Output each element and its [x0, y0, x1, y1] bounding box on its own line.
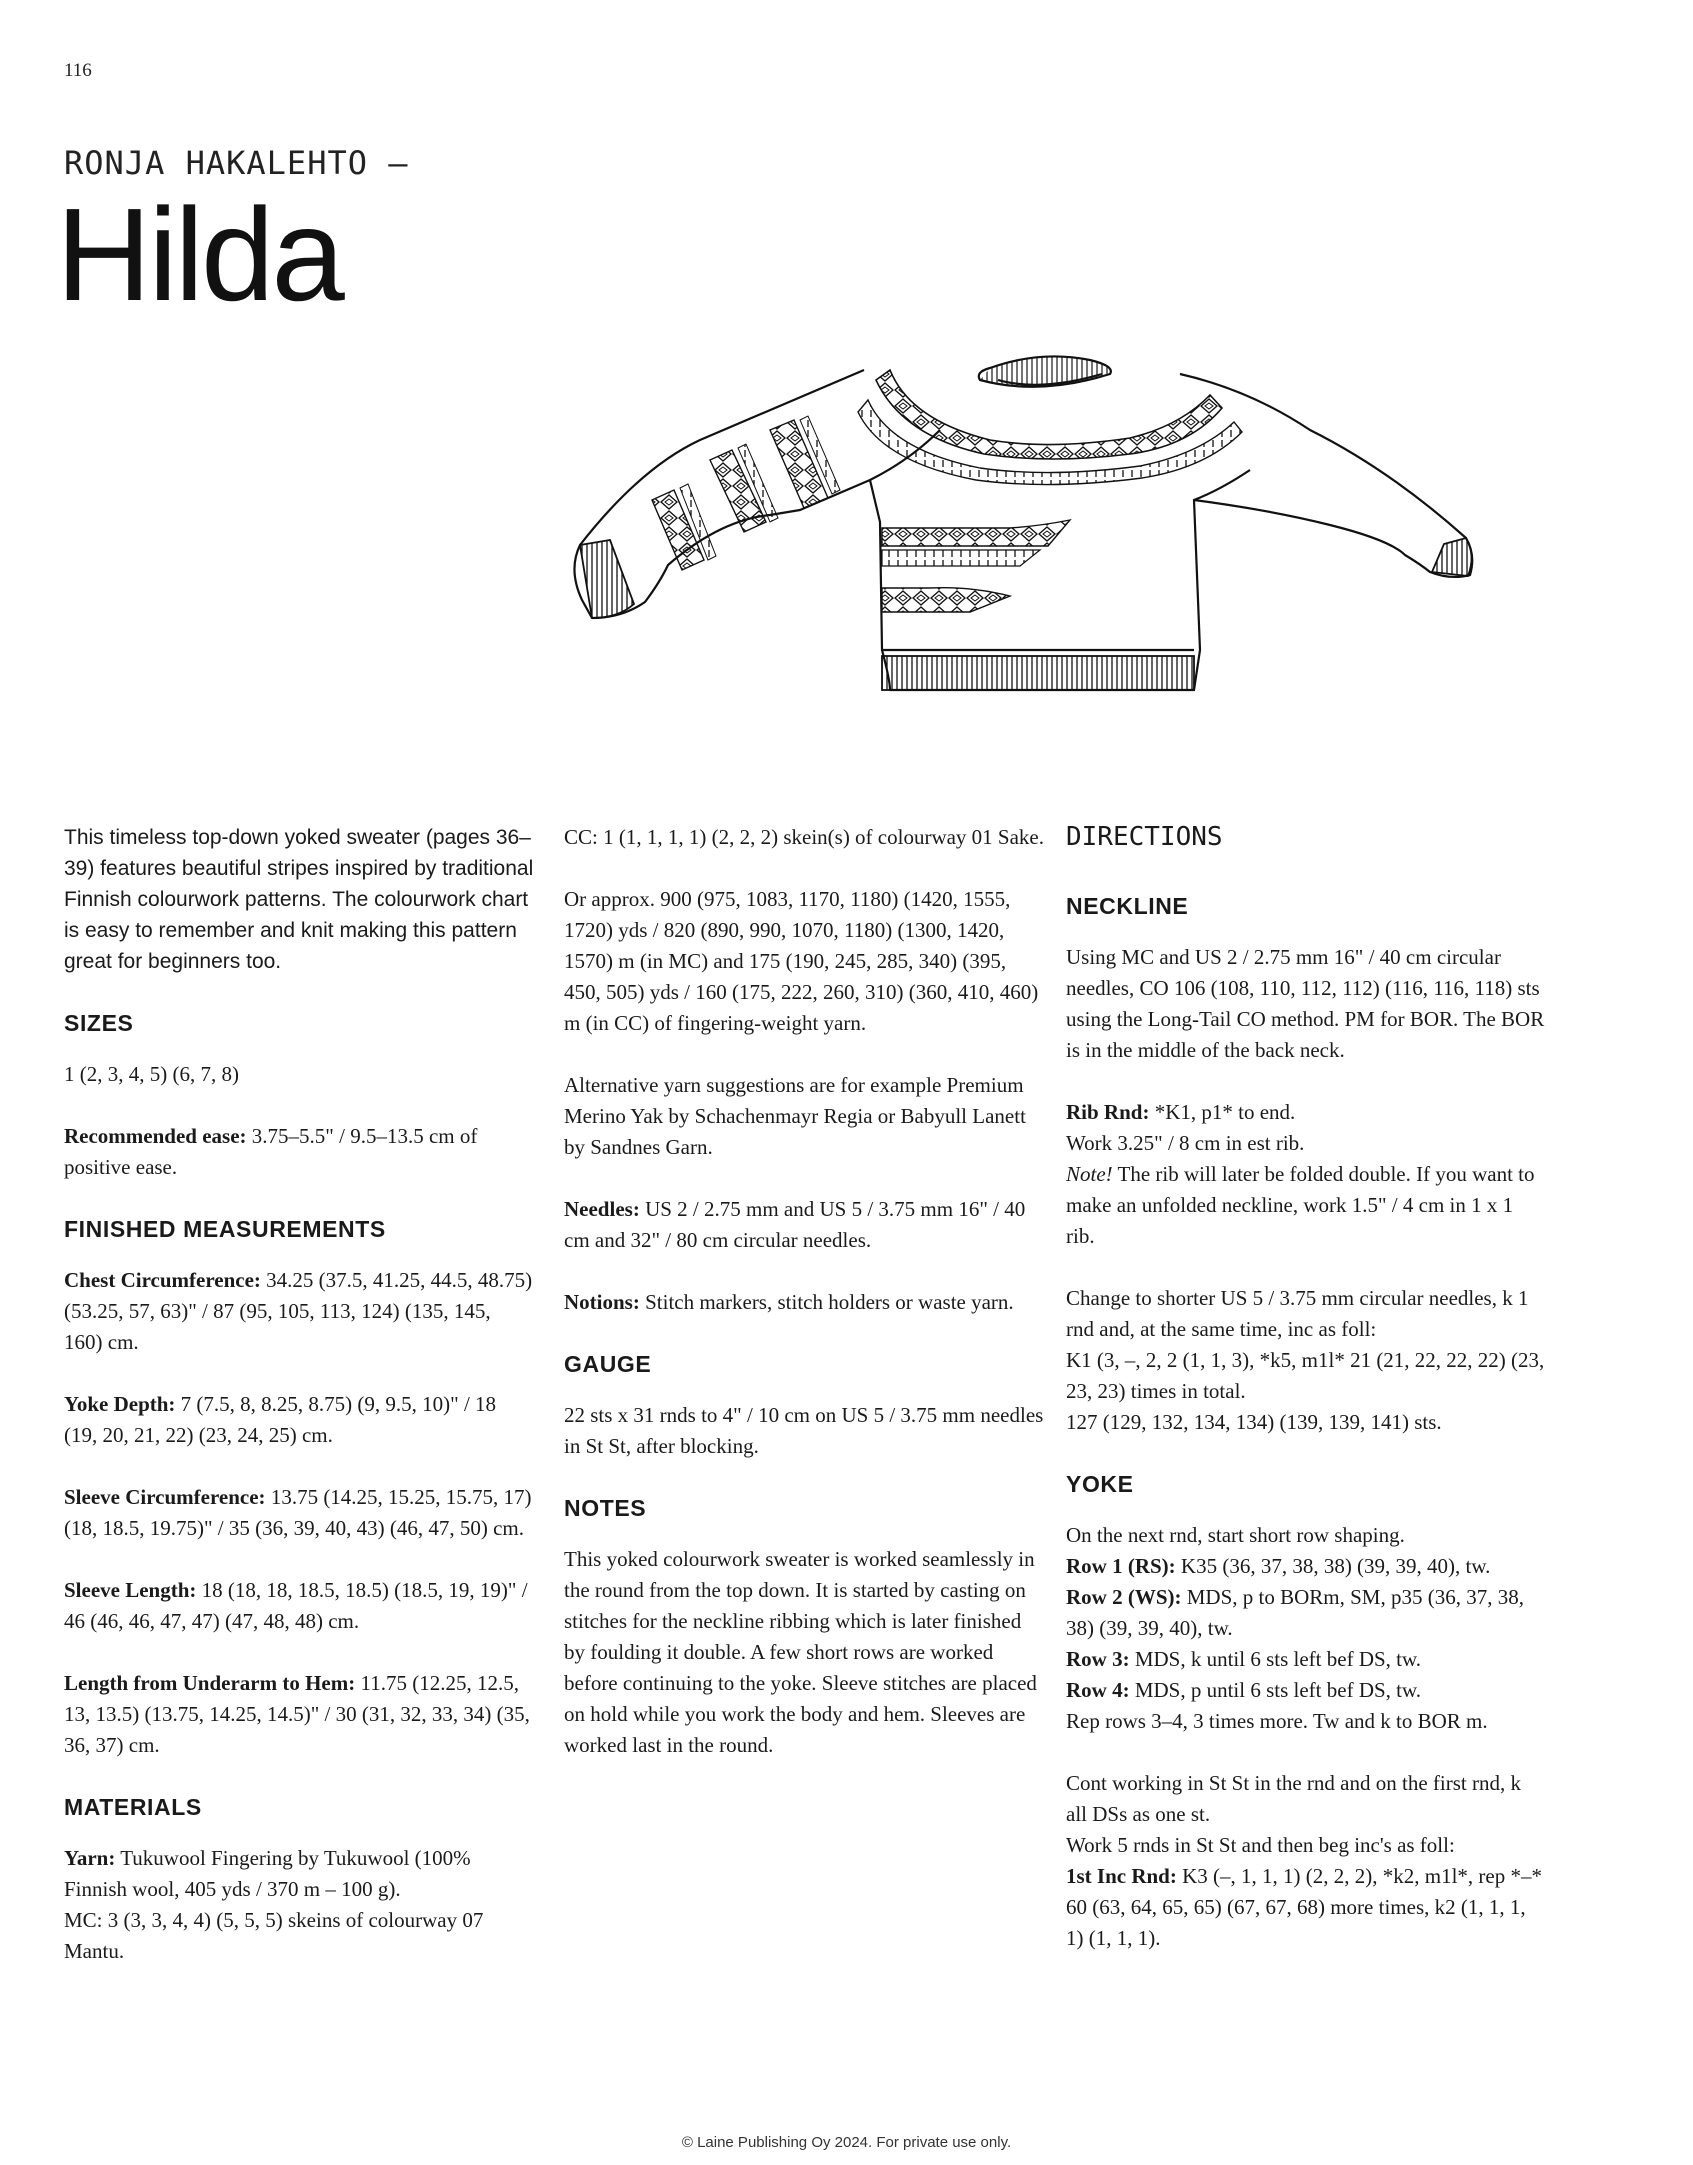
measurement-text: 11.75 (12.25, 12.5, 13, 13.5) (13.75, 14.25, 14.5)" / 30 (31, 32, 33, 34) (35, 36, 37) cm.	[64, 1671, 530, 1757]
recommended-ease	[64, 1121, 534, 1183]
pattern-title: Hilda	[56, 181, 342, 328]
cc-text: CC: 1 (1, 1, 1, 1) (2, 2, 2) skein(s) of colourway 01 Sake.	[564, 825, 1045, 849]
inc-round	[1066, 1861, 1546, 1954]
row-label: Row 1 (RS):	[1066, 1554, 1176, 1578]
rib-label: Rib Rnd:	[1066, 1100, 1150, 1124]
change-needles: Change to shorter US 5 / 3.75 mm circular needles, k 1 rnd and, at the same time, inc as foll:	[1066, 1286, 1529, 1341]
notions-info	[564, 1287, 1044, 1318]
measurement-label: Sleeve Circumference:	[64, 1485, 266, 1509]
yoke-heading: YOKE	[1066, 1471, 1134, 1497]
measurement-item	[64, 1389, 534, 1451]
continue-text: Cont working in St St in the rnd and on the first rnd, k all DSs as one st.	[1066, 1771, 1521, 1826]
measurement-label: Length from Underarm to Hem:	[64, 1671, 356, 1695]
rib-text: *K1, p1* to end.	[1149, 1100, 1296, 1124]
needles-label: Needles:	[564, 1197, 640, 1221]
note-text: The rib will later be folded double. If you want to make an unfolded neckline, work 1.5" / 4 cm in 1 x 1 rib.	[1066, 1162, 1535, 1248]
yoke-increase	[1066, 1768, 1546, 1954]
neckline-rib	[1066, 1097, 1546, 1252]
ease-label: Recommended ease:	[64, 1124, 247, 1148]
increase-row: K1 (3, –, 2, 2 (1, 1, 3), *k5, m1l* 21 (21, 22, 22, 22) (23, 23, 23) times in total.	[1066, 1348, 1545, 1403]
row-text: MDS, p to BORm, SM, p35 (36, 37, 38, 38) (39, 39, 40), tw.	[1066, 1585, 1524, 1640]
notions-label: Notions:	[564, 1290, 640, 1314]
sizes-heading: SIZES	[64, 1010, 134, 1036]
measurement-item	[64, 1482, 534, 1544]
row-label: Row 4:	[1066, 1678, 1130, 1702]
measurement-item	[64, 1668, 534, 1761]
measurement-label: Yoke Depth:	[64, 1392, 176, 1416]
notes-text: This yoked colourwork sweater is worked seamlessly in the round from the top down. It is started by casting on stitches for the neckline ribbing which is later finished by foulding it double. A few short rows are worked before continuing to the yoke. Sleeve stitches are placed on hold while you work the body and hem. Sleeves are worked last in the round.	[564, 1547, 1037, 1757]
inc-label: 1st Inc Rnd:	[1066, 1864, 1177, 1888]
yoke-intro: On the next rnd, start short row shaping.	[1066, 1523, 1405, 1547]
neckline-increase	[1066, 1283, 1546, 1438]
measurement-label: Chest Circumference:	[64, 1268, 261, 1292]
yarn-alternative: Alternative yarn suggestions are for example Premium Merino Yak by Schachenmayr Regia or Babyull Lanett by Sandnes Garn.	[564, 1073, 1026, 1159]
measurement-item	[64, 1575, 534, 1637]
inc-text: K3 (–, 1, 1, 1) (2, 2, 2), *k2, m1l*, rep *–* 60 (63, 64, 65, 65) (67, 67, 68) more times, k2 (1, 1, 1, 1) (1, 1, 1).	[1066, 1864, 1542, 1950]
sizes-values: 1 (2, 3, 4, 5) (6, 7, 8)	[64, 1062, 239, 1086]
measurement-label: Sleeve Length:	[64, 1578, 197, 1602]
row-label: Row 3:	[1066, 1647, 1130, 1671]
row-4	[1066, 1675, 1546, 1706]
stitch-count: 127 (129, 132, 134, 134) (139, 139, 141) sts.	[1066, 1410, 1442, 1434]
measurement-item	[64, 1265, 534, 1358]
repeat-rows: Rep rows 3–4, 3 times more. Tw and k to BOR m.	[1066, 1709, 1488, 1733]
rib-work: Work 3.25" / 8 cm in est rib.	[1066, 1131, 1305, 1155]
gauge-text: 22 sts x 31 rnds to 4" / 10 cm on US 5 / 3.75 mm needles in St St, after blocking.	[564, 1403, 1044, 1458]
mc-text: MC: 3 (3, 3, 4, 4) (5, 5, 5) skeins of colourway 07 Mantu.	[64, 1908, 484, 1963]
column-1	[64, 822, 534, 1967]
copyright-footer: © Laine Publishing Oy 2024. For private use only.	[681, 2134, 1012, 2151]
gauge-heading: GAUGE	[564, 1351, 652, 1377]
neckline-heading: NECKLINE	[1066, 893, 1189, 919]
intro-text: This timeless top-down yoked sweater (pages 36–39) features beautiful stripes inspired by traditional Finnish colourwork patterns. The colourwork chart is easy to remember and knit making this pattern great for beginners too.	[64, 826, 534, 973]
row-3	[1066, 1644, 1546, 1675]
row-text: MDS, p until 6 sts left bef DS, tw.	[1129, 1678, 1422, 1702]
work-rounds: Work 5 rnds in St St and then beg inc's as foll:	[1066, 1833, 1455, 1857]
notions-text: Stitch markers, stitch holders or waste yarn.	[639, 1290, 1014, 1314]
column-3	[1066, 822, 1546, 1985]
neckline-cast-on: Using MC and US 2 / 2.75 mm 16" / 40 cm circular needles, CO 106 (108, 110, 112, 112) (116, 116, 118) sts using the Long-Tail CO method. PM for BOR. The BOR is in the middle of the back neck.	[1066, 945, 1545, 1062]
measurement-text: 13.75 (14.25, 15.25, 15.75, 17) (18, 18.5, 19.75)" / 35 (36, 39, 40, 43) (46, 47, 50) cm.	[64, 1485, 532, 1540]
row-1	[1066, 1551, 1546, 1582]
yoke-short-rows	[1066, 1520, 1546, 1737]
row-text: MDS, k until 6 sts left bef DS, tw.	[1129, 1647, 1422, 1671]
measurement-text: 34.25 (37.5, 41.25, 44.5, 48.75) (53.25, 57, 63)" / 87 (95, 105, 113, 124) (135, 145, 160) cm.	[64, 1268, 533, 1354]
finished-measurements-heading: FINISHED MEASUREMENTS	[64, 1216, 386, 1242]
yarn-approx: Or approx. 900 (975, 1083, 1170, 1180) (1420, 1555, 1720) yds / 820 (890, 990, 1070, 1180) (1300, 1420, 1570) m (in MC) and 175 (190, 245, 285, 340) (395, 450, 505) yds / 160 (175, 222, 260, 310) (360, 410, 460) m (in CC) of fingering-weight yarn.	[564, 887, 1039, 1035]
page-number: 116	[64, 60, 92, 81]
directions-heading: DIRECTIONS	[1066, 822, 1223, 852]
measurement-text: 7 (7.5, 8, 8.25, 8.75) (9, 9.5, 10)" / 18 (19, 20, 21, 22) (23, 24, 25) cm.	[64, 1392, 497, 1447]
notes-heading: NOTES	[564, 1495, 647, 1521]
cc-info	[564, 822, 1044, 853]
row-2	[1066, 1582, 1546, 1644]
yarn-label: Yarn:	[64, 1846, 116, 1870]
yarn-text: Tukuwool Fingering by Tukuwool (100% Finnish wool, 405 yds / 370 m – 100 g).	[64, 1846, 471, 1901]
measurement-text: 18 (18, 18, 18.5, 18.5) (18.5, 19, 19)" / 46 (46, 46, 47, 47) (47, 48, 48) cm.	[64, 1578, 528, 1633]
rib-note	[1066, 1159, 1546, 1252]
designer-name: RONJA HAKALEHTO —	[64, 144, 409, 182]
row-text: K35 (36, 37, 38, 38) (39, 39, 40), tw.	[1175, 1554, 1491, 1578]
materials-heading: MATERIALS	[64, 1794, 202, 1820]
ease-text: 3.75–5.5" / 9.5–13.5 cm of positive ease.	[64, 1124, 478, 1179]
needles-info	[564, 1194, 1044, 1256]
column-2	[564, 822, 1044, 1792]
sweater-illustration	[570, 350, 1520, 730]
needles-text: US 2 / 2.75 mm and US 5 / 3.75 mm 16" / 40 cm and 32" / 80 cm circular needles.	[564, 1197, 1026, 1252]
yarn-info	[64, 1843, 534, 1967]
row-label: Row 2 (WS):	[1066, 1585, 1182, 1609]
note-label: Note!	[1066, 1162, 1113, 1186]
